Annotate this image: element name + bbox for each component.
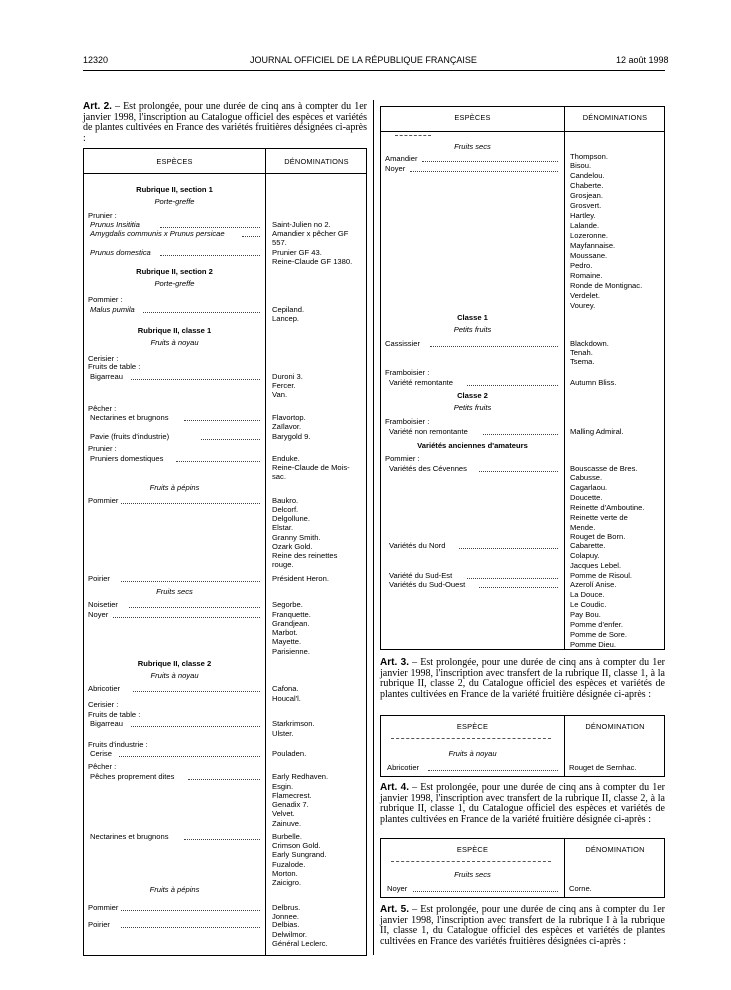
denomination-entry: Franquette. bbox=[272, 610, 311, 619]
species-entry: Bigarreau bbox=[90, 719, 123, 728]
denomination-entry: Crimson Gold. bbox=[272, 841, 321, 850]
species-entry: Abricotier bbox=[88, 684, 121, 693]
denomination-entry: Thompson. bbox=[570, 152, 608, 161]
article-3-text: – Est prolongée, pour une durée de cinq ans à compter du 1er janvier 1998, l'inscription avec transfert de la rubrique II, classe 1, à la rubrique II, classe 2, du Catalogue officiel des espèces et variétés de plantes cultivées en France de la variété fruitière désignée ci-après : bbox=[380, 657, 665, 700]
species-entry: Pavie (fruits d'industrie) bbox=[90, 432, 170, 441]
species-entry: Poirier bbox=[88, 574, 110, 583]
section-heading: Fruits secs bbox=[454, 870, 491, 879]
denomination-entry: Delcorf. bbox=[272, 505, 299, 514]
denomination-entry: Ozark Gold. bbox=[272, 542, 313, 551]
header-denominations: DÉNOMINATIONS bbox=[582, 113, 648, 122]
species-entry: Variétés du Sud-Ouest bbox=[389, 580, 466, 589]
group-label: Prunier : bbox=[88, 211, 117, 220]
denomination-entry: Hartley. bbox=[570, 211, 596, 220]
denomination-entry: Burbelle. bbox=[272, 832, 302, 841]
leader-dots bbox=[201, 439, 260, 440]
leader-dots bbox=[184, 839, 260, 840]
denomination-entry: Grosvert. bbox=[570, 201, 602, 210]
rubric-heading: Rubrique II, classe 1 bbox=[137, 326, 212, 335]
leader-dots bbox=[242, 236, 260, 237]
denomination-entry: Houcal'l. bbox=[272, 694, 301, 703]
denomination-entry: Reinette d'Amboutine. bbox=[570, 503, 645, 512]
denomination-entry: Flavortop. bbox=[272, 413, 306, 422]
denomination-entry: rouge. bbox=[272, 560, 294, 569]
leader-dots bbox=[467, 385, 558, 386]
group-label: Pêcher : bbox=[88, 762, 117, 771]
group-label: Pêcher : bbox=[88, 404, 117, 413]
denomination-entry: Elstar. bbox=[272, 523, 294, 532]
leader-dots bbox=[479, 471, 558, 472]
denomination-entry: Genadix 7. bbox=[272, 800, 309, 809]
denomination-entry: Colapuy. bbox=[570, 551, 600, 560]
denomination-entry: Cepiland. bbox=[272, 305, 305, 314]
denomination-entry: Corne. bbox=[569, 884, 592, 893]
leader-dots bbox=[459, 548, 558, 549]
group-label: Pommier : bbox=[88, 295, 123, 304]
group-label: Fruits de table : bbox=[88, 362, 141, 371]
denomination-entry: Zaïlavor. bbox=[272, 422, 302, 431]
column-separator bbox=[564, 107, 565, 649]
species-entry: Cassissier bbox=[385, 339, 421, 348]
denomination-entry: Pomme d'enfer. bbox=[570, 620, 623, 629]
rubric-heading: Rubrique II, section 1 bbox=[136, 185, 213, 194]
denomination-entry: sac. bbox=[272, 472, 286, 481]
table-art3 bbox=[380, 715, 665, 777]
denomination-entry: Pomme de Sore. bbox=[570, 630, 627, 639]
denomination-entry: Saint-Julien no 2. bbox=[272, 220, 331, 229]
section-heading: Fruits secs bbox=[156, 587, 193, 596]
denomination-entry: Lozeronne. bbox=[570, 231, 608, 240]
leader-dots bbox=[430, 346, 558, 347]
denomination-entry: Pouladen. bbox=[272, 749, 307, 758]
species-entry: Noyer bbox=[387, 884, 408, 893]
leader-dots bbox=[160, 227, 260, 228]
denomination-entry: Cafona. bbox=[272, 684, 299, 693]
denomination-entry: La Douce. bbox=[570, 590, 605, 599]
species-entry: Noyer bbox=[385, 164, 406, 173]
leader-dots bbox=[176, 461, 260, 462]
group-label: Cerisier : bbox=[88, 354, 119, 363]
header-denominations: DÉNOMINATIONS bbox=[284, 157, 349, 166]
denomination-entry: Bouscasse de Bres. bbox=[570, 464, 638, 473]
denomination-entry: Marbot. bbox=[272, 628, 298, 637]
denomination-entry: Fuzalode. bbox=[272, 860, 306, 869]
denomination-entry: Amandier x pêcher GF bbox=[272, 229, 349, 238]
article-2-number: Art. 2. bbox=[83, 101, 112, 112]
denomination-entry: Duroni 3. bbox=[272, 372, 303, 381]
species-entry: Variété remontante bbox=[389, 378, 454, 387]
species-entry: Amandier bbox=[385, 154, 418, 163]
table-art4 bbox=[380, 838, 665, 898]
denomination-entry: Grandjean. bbox=[272, 619, 310, 628]
article-5-text: – Est prolongée, pour une durée de cinq ans à compter du 1er janvier 1998, l'inscription avec transfert de la rubrique I à la rubrique II, classe 1, du Catalogue officiel des espèces et variétés de plantes cultivées en France des variétés fruitières désignées ci-après : bbox=[380, 904, 665, 947]
denomination-entry: Starkrimson. bbox=[272, 719, 315, 728]
denomination-entry: Rouget de Born. bbox=[570, 532, 626, 541]
denomination-entry: Reine-Claude GF 1380. bbox=[272, 257, 353, 266]
leader-dots bbox=[184, 420, 260, 421]
denomination-entry: Enduke. bbox=[272, 454, 300, 463]
article-2-text: – Est prolongée, pour une durée de cinq ans à compter du 1er janvier 1998, l'inscription au Catalogue officiel des espèces et variétés de plantes cultivées en France des variétés fruitières désignées ci-après : bbox=[83, 101, 368, 144]
header-rule-table bbox=[381, 131, 664, 132]
article-2 bbox=[83, 102, 367, 144]
leader-dots bbox=[121, 910, 260, 911]
denomination-entry: Cagarlaou. bbox=[570, 483, 608, 492]
rubric-heading: Classe 2 bbox=[457, 391, 488, 400]
denomination-entry: Bisou. bbox=[570, 161, 592, 170]
species-entry: Abricotier bbox=[387, 763, 420, 772]
denomination-entry: Autumn Bliss. bbox=[570, 378, 617, 387]
denomination-entry: Blackdown. bbox=[570, 339, 609, 348]
denomination-entry: Segorbe. bbox=[272, 600, 303, 609]
denomination-entry: Mayfannaise. bbox=[570, 241, 616, 250]
group-label: Fruits de table : bbox=[88, 710, 141, 719]
section-heading: Fruits à noyau bbox=[150, 338, 199, 347]
section-heading: Fruits à noyau bbox=[448, 749, 497, 758]
dash-rule bbox=[391, 738, 551, 739]
denomination-entry: Candelou. bbox=[570, 171, 605, 180]
rubric-heading: Rubrique II, classe 2 bbox=[137, 659, 212, 668]
species-entry: Pommier bbox=[88, 903, 119, 912]
dash-rule bbox=[391, 861, 551, 862]
article-4-number: Art. 4. bbox=[380, 782, 409, 793]
denomination-entry: Flamecrest. bbox=[272, 791, 312, 800]
denomination-entry: Lancep. bbox=[272, 314, 300, 323]
rubric-heading: Classe 1 bbox=[457, 313, 488, 322]
denomination-entry: Morton. bbox=[272, 869, 298, 878]
denomination-entry: Doucette. bbox=[570, 493, 603, 502]
section-heading: Porte-greffe bbox=[154, 197, 195, 206]
denomination-entry: Delgollune. bbox=[272, 514, 310, 523]
denomination-entry: Mayette. bbox=[272, 637, 302, 646]
leader-dots bbox=[410, 171, 558, 172]
denomination-entry: Zainuve. bbox=[272, 819, 302, 828]
species-entry: Noyer bbox=[88, 610, 109, 619]
group-label: Prunier : bbox=[88, 444, 117, 453]
species-entry: Variété non remontante bbox=[389, 427, 468, 436]
section-heading: Petits fruits bbox=[453, 403, 492, 412]
denomination-entry: Baukro. bbox=[272, 496, 299, 505]
denomination-entry: Le Coudic. bbox=[570, 600, 607, 609]
leader-dots bbox=[131, 726, 260, 727]
rubric-heading: Rubrique II, section 2 bbox=[136, 267, 213, 276]
header-denomination: DÉNOMINATION bbox=[585, 845, 645, 854]
denomination-entry: Reine-Claude de Mois- bbox=[272, 463, 350, 472]
denomination-entry: Malling Admiral. bbox=[570, 427, 624, 436]
denomination-entry: Jacques Lebel. bbox=[570, 561, 622, 570]
column-separator bbox=[265, 149, 266, 955]
denomination-entry: Cabarette. bbox=[570, 541, 606, 550]
leader-dots bbox=[129, 607, 260, 608]
denomination-entry: Vourey. bbox=[570, 301, 596, 310]
denomination-entry: Parisienne. bbox=[272, 647, 310, 656]
leader-dots bbox=[467, 578, 558, 579]
denomination-entry: Ulster. bbox=[272, 729, 294, 738]
denomination-entry: Pedro. bbox=[570, 261, 593, 270]
denomination-entry: Grosjean. bbox=[570, 191, 603, 200]
header-espece: ESPÈCE bbox=[456, 845, 489, 854]
denomination-entry: Pay Bou. bbox=[570, 610, 601, 619]
species-entry: Pommier bbox=[88, 496, 119, 505]
species-entry: Variétés des Cévennes bbox=[389, 464, 467, 473]
issue-date: 12 août 1998 bbox=[616, 55, 669, 65]
rubric-heading: Variétés anciennes d'amateurs bbox=[417, 441, 528, 450]
denomination-entry: Lalande. bbox=[570, 221, 600, 230]
denomination-entry: Zaicigro. bbox=[272, 878, 302, 887]
denomination-entry: Général Leclerc. bbox=[272, 939, 328, 948]
denomination-entry: Early Redhaven. bbox=[272, 772, 329, 781]
denomination-entry: Early Sungrand. bbox=[272, 850, 327, 859]
species-entry: Noisetier bbox=[88, 600, 118, 609]
article-5 bbox=[380, 905, 665, 947]
species-entry: Variété du Sud-Est bbox=[389, 571, 453, 580]
leader-dots bbox=[119, 756, 260, 757]
article-3-number: Art. 3. bbox=[380, 657, 409, 668]
denomination-entry: Pomme Dieu. bbox=[570, 640, 617, 649]
section-heading: Fruits secs bbox=[454, 142, 491, 151]
leader-dots bbox=[121, 503, 260, 504]
species-entry: Nectarines et brugnons bbox=[90, 832, 169, 841]
species-entry: Nectarines et brugnons bbox=[90, 413, 169, 422]
section-heading: Fruits à pépins bbox=[149, 483, 200, 492]
leader-dots bbox=[160, 255, 260, 256]
denomination-entry: Azerolí Anise. bbox=[570, 580, 617, 589]
denomination-entry: 557. bbox=[272, 238, 287, 247]
header-denomination: DÉNOMINATION bbox=[585, 722, 645, 731]
species-entry: Pêches proprement dites bbox=[90, 772, 175, 781]
species-entry: Cerise bbox=[90, 749, 112, 758]
species-entry: Pruniers domestiques bbox=[90, 454, 164, 463]
leader-dots bbox=[131, 379, 260, 380]
leader-dots bbox=[133, 691, 260, 692]
section-heading: Porte-greffe bbox=[154, 279, 195, 288]
denomination-entry: Barygold 9. bbox=[272, 432, 311, 441]
species-entry: Malus pumila bbox=[90, 305, 135, 314]
denomination-entry: Verdelet. bbox=[570, 291, 600, 300]
dash-rule bbox=[395, 135, 431, 136]
article-4 bbox=[380, 783, 665, 825]
denomination-entry: Chaberte. bbox=[570, 181, 604, 190]
denomination-entry: Reine des reinettes bbox=[272, 551, 338, 560]
denomination-entry: Ronde de Montignac. bbox=[570, 281, 643, 290]
leader-dots bbox=[428, 770, 558, 771]
section-heading: Fruits à noyau bbox=[150, 671, 199, 680]
denomination-entry: Delwilmor. bbox=[272, 930, 308, 939]
species-entry: Poirier bbox=[88, 920, 110, 929]
species-entry: Variétés du Nord bbox=[389, 541, 446, 550]
header-rule-table bbox=[84, 173, 366, 174]
leader-dots bbox=[422, 161, 558, 162]
page-number: 12320 bbox=[83, 55, 109, 65]
leader-dots bbox=[188, 779, 260, 780]
leader-dots bbox=[483, 434, 558, 435]
denomination-entry: Moussane. bbox=[570, 251, 608, 260]
denomination-entry: Van. bbox=[272, 390, 288, 399]
group-label: Framboisier : bbox=[385, 368, 430, 377]
denomination-entry: Tenah. bbox=[570, 348, 593, 357]
denomination-entry: Velvet. bbox=[272, 809, 295, 818]
leader-dots bbox=[121, 581, 260, 582]
denomination-entry: Tsema. bbox=[570, 357, 595, 366]
group-label: Pommier : bbox=[385, 454, 420, 463]
header-espece: ESPÈCE bbox=[456, 722, 489, 731]
article-4-text: – Est prolongée, pour une durée de cinq ans à compter du 1er janvier 1998, l'inscription avec transfert de la rubrique II, classe 2, à la rubrique II, classe 1, du Catalogue officiel des espèces et variétés de plantes cultivées en France de la variété fruitière désignée ci-après : bbox=[380, 782, 665, 825]
denomination-entry: Granny Smith. bbox=[272, 533, 321, 542]
denomination-entry: Delbrus. bbox=[272, 903, 301, 912]
article-5-number: Art. 5. bbox=[380, 904, 409, 915]
denomination-entry: Esgin. bbox=[272, 782, 294, 791]
denomination-entry: Rouget de Sernhac. bbox=[569, 763, 637, 772]
header-especes: ESPÈCES bbox=[454, 113, 491, 122]
denomination-entry: Delbias. bbox=[272, 920, 300, 929]
group-label: Framboisier : bbox=[385, 417, 430, 426]
denomination-entry: Président Heron. bbox=[272, 574, 329, 583]
column-divider bbox=[373, 100, 374, 955]
table-left bbox=[83, 148, 367, 956]
denomination-entry: Romaine. bbox=[570, 271, 603, 280]
group-label: Cerisier : bbox=[88, 700, 119, 709]
table-right bbox=[380, 106, 665, 650]
journal-title: JOURNAL OFFICIEL DE LA RÉPUBLIQUE FRANÇAISE bbox=[250, 55, 477, 65]
species-entry: Prunus domestica bbox=[90, 248, 151, 257]
denomination-entry: Jonnee. bbox=[272, 912, 300, 921]
leader-dots bbox=[479, 587, 558, 588]
leader-dots bbox=[121, 927, 260, 928]
denomination-entry: Fercer. bbox=[272, 381, 296, 390]
denomination-entry: Mende. bbox=[570, 523, 596, 532]
section-heading: Fruits à pépins bbox=[149, 885, 200, 894]
denomination-entry: Cabusse. bbox=[570, 473, 603, 482]
article-3 bbox=[380, 658, 665, 700]
section-heading: Petits fruits bbox=[453, 325, 492, 334]
species-entry: Amygdalis communis x Prunus persicae bbox=[90, 229, 225, 238]
denomination-entry: Pomme de Risoul. bbox=[570, 571, 633, 580]
species-entry: Prunus Insititia bbox=[90, 220, 140, 229]
leader-dots bbox=[413, 891, 558, 892]
leader-dots bbox=[113, 617, 260, 618]
denomination-entry: Prunier GF 43. bbox=[272, 248, 322, 257]
denomination-entry: Reinette verte de bbox=[570, 513, 628, 522]
group-label: Fruits d'industrie : bbox=[88, 740, 148, 749]
leader-dots bbox=[143, 312, 260, 313]
header-especes: ESPÈCES bbox=[156, 157, 193, 166]
header-rule bbox=[83, 70, 665, 71]
species-entry: Bigarreau bbox=[90, 372, 123, 381]
